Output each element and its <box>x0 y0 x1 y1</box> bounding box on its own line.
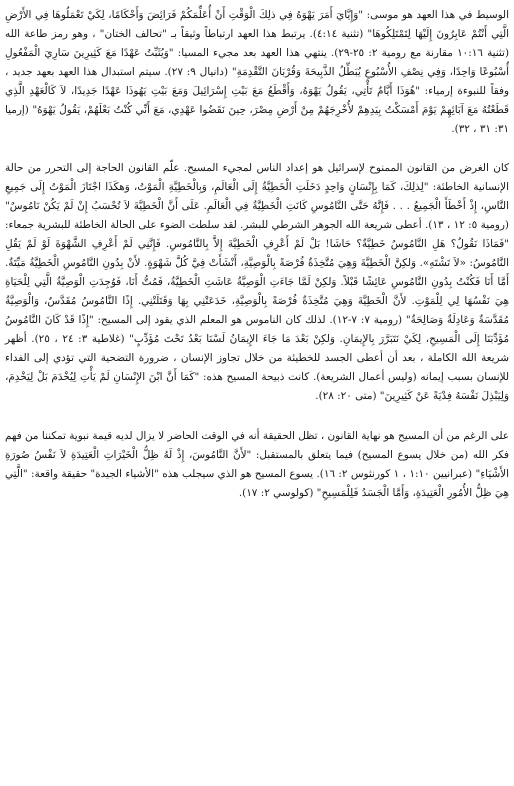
paragraph-purpose-of-law: كان الغرض من القانون الممنوح لإسرائيل هو إعداد الناس لمجيء المسيح. علّم القانون الحاجة إلى التحرر من حالة الإنسانية الخاطئة: "لِذلِكَ، كَمَا بِإِنْسَانٍ وَاحِدٍ دَخَلَتِ الْخَطِيَّةُ إِلَى الْعَالَمِ، وَبِالْخَطِيَّةِ الْمَوْتُ، وَهكَذَا اجْتَازَ الْمَوْتُ إِلَى جَمِيعِ النَّاسِ، إِذْ أَخْطَأَ الْجَمِيعُ . . . فَإِنَّهُ حَتَّى النَّامُوسِ كَانَتِ الْخَطِيَّةُ فِي الْعَالَمِ. عَلَى أَنَّ الْخَطِيَّةَ لاَ تُحْسَبُ إِنْ لَمْ يَكُنْ نَامُوسٌ" (رومية ٥: ١٢ ، ١٣). أعطى شريعة الله الجوهر الشرطي للبشر. لقد سلطت الضوء على الحالة الخاطئة للبشرية جمعاء: "فَمَاذَا نَقُولُ؟ هَلِ النَّامُوسُ خَطِيَّةٌ؟ حَاشَا! بَلْ لَمْ أَعْرِفِ الْخَطِيَّةَ إِلاَّ بِالنَّامُوسِ. فَإِنَّنِي لَمْ أَعْرِفِ الشَّهْوَةَ لَوْ لَمْ يَقُلِ النَّامُوسُ: «لاَ تَشْتَهِ». وَلكِنَّ الْخَطِيَّةَ وَهِيَ مُتَّخِذَةٌ فُرْصَةً بِالْوَصِيَّةِ، أَنْشَأَتْ فِيَّ كُلَّ شَهْوَةٍ. لأَنْ بِدُونِ النَّامُوسِ الْخَطِيَّةُ مَيِّتَةٌ. أَمَّا أَنَا فَكُنْتُ بِدُونِ النَّامُوسِ عَائِشًا قَبْلاً. وَلكِنْ لَمَّا جَاءَتِ الْوَصِيَّةُ عَاشَتِ الْخَطِيَّةُ، فَمُتُّ أَنَا، فَوُجِدَتِ الْوَصِيَّةُ الَّتِي لِلْحَيَاةِ هِيَ نَفْسُهَا لِي لِلْمَوْتِ. لأَنَّ الْخَطِيَّةَ وَهِيَ مُتَّخِذَةٌ فُرْصَةً بِالْوَصِيَّةِ، خَدَعَتْنِي بِهَا وَقَتَلَتْنِي. إِذًا النَّامُوسُ مُقَدَّسٌ، وَالْوَصِيَّةُ مُقَدَّسَةٌ وَعَادِلَةٌ وَصَالِحَةٌ" (رومية ٧: ٧-١٢). لذلك كان الناموس هو المعلم الذي يقود إلى المسيح: "إِذًا قَدْ كَانَ النَّامُوسُ مُؤَدِّبَنَا إِلَى الْمَسِيحِ، لِكَيْ نَتَبَرَّرَ بِالإِيمَانِ. وَلكِنْ بَعْدَ مَا جَاءَ الإِيمَانُ لَسْنَا بَعْدُ تَحْتَ مُؤَدِّبٍ" (غلاطية ٣: ٢٤ ، ٢٥). أظهر شريعة الله الكاملة ، بعد أن أعطى الجسد للخطيئة من خلال تجاوز الإنسان ، ضرورة التضحية التي تؤدي إلى الفداء للإنسان بسبب إيمانه (وليس أعمال الشريعة). كانت ذبيحة المسيح هذه: "كَمَا أَنَّ ابْنَ الإِنْسَانِ لَمْ يَأْتِ لِيُخْدَمَ بَلْ لِيَخْدِمَ، وَلِيَبْذِلَ نَفْسَهُ فِدْيَةً عَنْ كَثِيرِينَ" (متى ٢٠: ٢٨). <box>5 162 510 402</box>
paragraph-spacer <box>5 406 509 427</box>
paragraph-prophetic-value: على الرغم من أن المسيح هو نهاية القانون ، تظل الحقيقة أنه في الوقت الحاضر لا يزال لديه قيمة نبوية تمكننا من فهم فكر الله (من خلال يسوع المسيح) فيما يتعلق بالمستقبل: "لأَنَّ النَّامُوسَ، إِذْ لَهُ ظِلُّ الْخَيْرَاتِ الْعَتِيدَةِ لاَ نَفْسُ صُورَةِ الأَشْيَاءِ" (عبرانيين ١:١٠ ، ١ كورنثوس ٢: ١٦). يسوع المسيح هو الذي سيجلب هذه "الأشياء الجيدة" حقيقة واقعة: "الَّتِي هِيَ ظِلُّ الأُمُورِ الْعَتِيدَةِ، وَأَمَّا الْجَسَدُ فَلِلْمَسِيحِ" (كولوسي ٢: ١٧). <box>5 430 509 499</box>
paragraph-spacer <box>5 139 509 159</box>
paragraph-old-covenant: الوسيط في هذا العهد هو موسى: "وَإِيَّايَ أَمَرَ يَهْوَهُ فِي ذلِكَ الْوَقْتِ أَنْ أُعَلِّمَكُمْ فَرَائِضَ وَأَحْكَامًا، لِكَيْ تَعْمَلُوهَا فِي الأَرْضِ الَّتِي أَنْتُمْ عَابِرُونَ إِلَيْهَا لِتَمْتَلِكُوهَا" (تثنية ٤:١٤). يرتبط هذا العهد ارتباطاً وثيقاً بـ "تحالف الختان" ، وهو رمز طاعة الله (تثنية ١٠:١٦ مقارنة مع رومية ٢: ٢٥-٢٩). ينتهي هذا العهد بعد مجيء المسيا: "وَيُثَبِّتُ عَهْدًا مَعَ كَثِيرِينَ سَارِيَ الْمَفْعُولِ أُسْبُوعًا وَاحِدًا، وَفِي نِصْفِ الأُسْبُوعِ يُبَطِّلُ الذَّبِيحَةَ وَقُرْبَانَ التَّقْدِمَةِ" (دانيال ٩: ٢٧). سيتم استبدال هذا العهد بعهد جديد ، وفقاً للنبوءة إرمياء: "هُوَذَا أَيَّامٌ تَأْتِي، يَقُولُ يَهْوَهُ، وَأَقْطَعُ مَعَ بَيْتِ إِسْرَائِيلَ وَمَعَ بَيْتِ يَهُوذَا عَهْدًا جَدِيدًا، لاَ كَالْعَهْدِ الَّذِي قَطَعْتُهُ مَعَ آبَائِهِمْ يَوْمَ أَمْسَكْتُ بِيَدِهِمْ لأُخْرِجَهُمْ مِنْ أَرْضِ مِصْرَ، حِينَ نَقَضُوا عَهْدِي، مَعَ أَنِّي كُنْتُ بَعْلَهُمْ، يَقُولُ يَهْوَهُ" (إرميا ٣١: ٣١ ، ٣٢). <box>5 9 510 135</box>
